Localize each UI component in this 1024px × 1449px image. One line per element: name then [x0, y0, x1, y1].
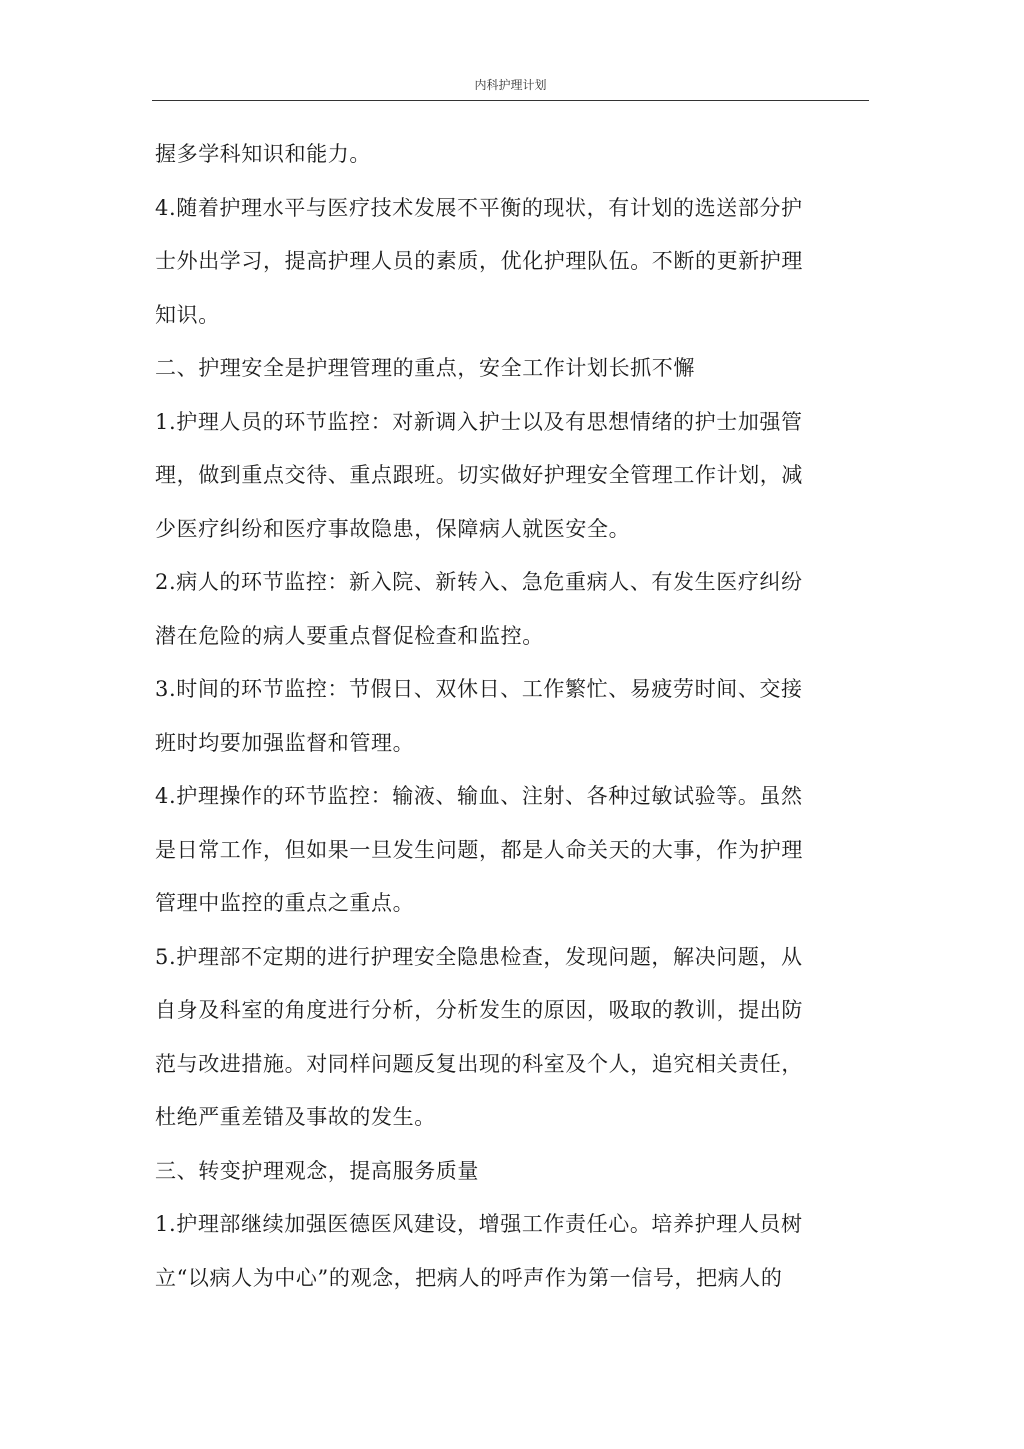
text-line: 4.随着护理水平与医疗技术发展不平衡的现状，有计划的选送部分护 — [155, 195, 803, 220]
section-heading: 三、转变护理观念，提高服务质量 — [155, 1158, 479, 1183]
text-line: 3.时间的环节监控：节假日、双休日、工作繁忙、易疲劳时间、交接 — [155, 677, 803, 701]
text-line: 2.病人的环节监控：新入院、新转入、急危重病人、有发生医疗纠纷 — [155, 570, 803, 594]
text-line: 少医疗纠纷和医疗事故隐患，保障病人就医安全。 — [155, 516, 631, 541]
header-title: 内科护理计划 — [474, 78, 547, 92]
text-line: 4.护理操作的环节监控：输液、输血、注射、各种过敏试验等。虽然 — [155, 784, 803, 808]
text-line: 自身及科室的角度进行分析，分析发生的原因，吸取的教训，提出防 — [155, 998, 803, 1022]
text-line: 理，做到重点交待、重点跟班。切实做好护理安全管理工作计划，减 — [155, 463, 803, 487]
text-line: 士外出学习，提高护理人员的素质，优化护理队伍。不断的更新护理 — [155, 249, 803, 273]
text-line: 潜在危险的病人要重点督促检查和监控。 — [155, 623, 544, 648]
text-line: 握多学科知识和能力。 — [155, 142, 371, 166]
text-line: 1.护理人员的环节监控：对新调入护士以及有思想情绪的护士加强管 — [155, 409, 803, 434]
text-line: 班时均要加强监督和管理。 — [155, 730, 415, 755]
text-line: 知识。 — [155, 302, 220, 327]
page-header — [152, 72, 869, 101]
text-line: 管理中监控的重点之重点。 — [155, 891, 415, 915]
document-body — [155, 134, 845, 1311]
text-line: 立“以病人为中心”的观念，把病人的呼声作为第一信号，把病人的 — [155, 1265, 783, 1290]
section-heading: 二、护理安全是护理管理的重点，安全工作计划长抓不懈 — [155, 356, 695, 380]
text-line: 1.护理部继续加强医德医风建设，增强工作责任心。培养护理人员树 — [155, 1212, 803, 1236]
text-line: 5.护理部不定期的进行护理安全隐患检查，发现问题，解决问题，从 — [155, 944, 803, 969]
text-line: 是日常工作，但如果一旦发生问题，都是人命关天的大事，作为护理 — [155, 837, 803, 862]
text-line: 范与改进措施。对同样问题反复出现的科室及个人，追究相关责任， — [155, 1051, 803, 1076]
text-line: 杜绝严重差错及事故的发生。 — [155, 1105, 436, 1129]
